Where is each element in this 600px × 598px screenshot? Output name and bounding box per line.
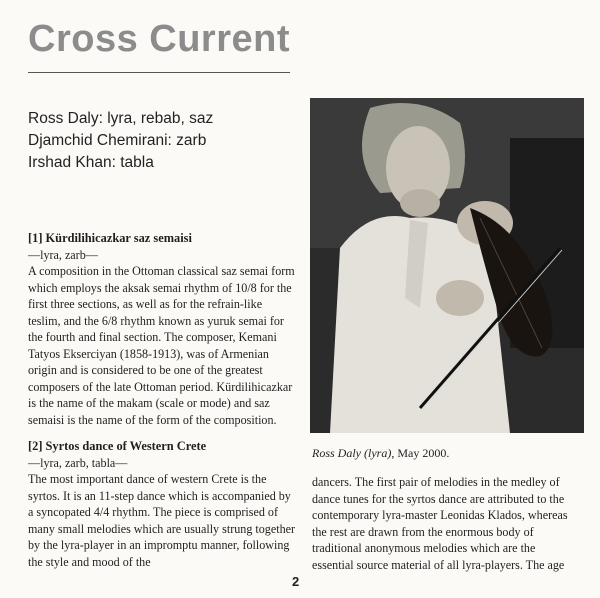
- musician-photo: [310, 98, 584, 433]
- photo-caption: [312, 446, 449, 461]
- track-2-instruments: —lyra, zarb, tabla—: [28, 455, 128, 470]
- track-1-description: A composition in the Ottoman classical saz semai form which employs the aksak semai rhythm of 10/8 for the first three sections, as well as for the refrain-like teslim, and the 6/8 rhythm known as yuruk semai for the fourth and final section. The composer, Kemani Tatyos Ekserciyan (1858-1913), was of Armenian origin and is considered to be one of the greatest composers of the late Ottoman period. Kürdilihicazkar is the name of the makam (scale or mode) and saz semaisi is the name of the form of the composition.: [28, 264, 295, 427]
- track-2-heading: [2] Syrtos dance of Western Crete: [28, 439, 207, 453]
- page-title: Cross Current: [28, 18, 290, 60]
- musician-photo-illustration: [310, 98, 584, 433]
- credit-line: Djamchid Chemirani: zarb: [28, 132, 207, 149]
- track-notes-column: [28, 230, 296, 570]
- track-2: [28, 438, 296, 570]
- track-1: [28, 230, 296, 428]
- track-2-description: The most important dance of western Crete is the syrtos. It is an 11-step dance which is accompanied by a syncopated 4/4 rhythm. The piece is comprised of many small melodies which are usually strung together by the lyra-player in an impromptu manner, following the style and mood of the: [28, 472, 296, 569]
- track-1-instruments: —lyra, zarb—: [28, 247, 98, 262]
- title-rule: [28, 72, 290, 73]
- caption-name: Ross Daly (lyra): [312, 446, 392, 460]
- page-number: 2: [292, 574, 300, 589]
- musician-credits: [28, 108, 213, 174]
- continued-text: dancers. The first pair of melodies in the medley of dance tunes for the syrtos dance are attributed to the contemporary lyra-master Leonidas Klados, whereas the rest are drawn from the enormous body of traditional anonymous melodies which are the essential source material of all lyra-players. The age: [312, 475, 568, 572]
- credit-line: Irshad Khan: tabla: [28, 154, 154, 171]
- caption-date: , May 2000.: [391, 446, 450, 460]
- credit-line: Ross Daly: lyra, rebab, saz: [28, 110, 214, 127]
- track-1-heading: [1] Kürdilihicazkar saz semaisi: [28, 231, 192, 245]
